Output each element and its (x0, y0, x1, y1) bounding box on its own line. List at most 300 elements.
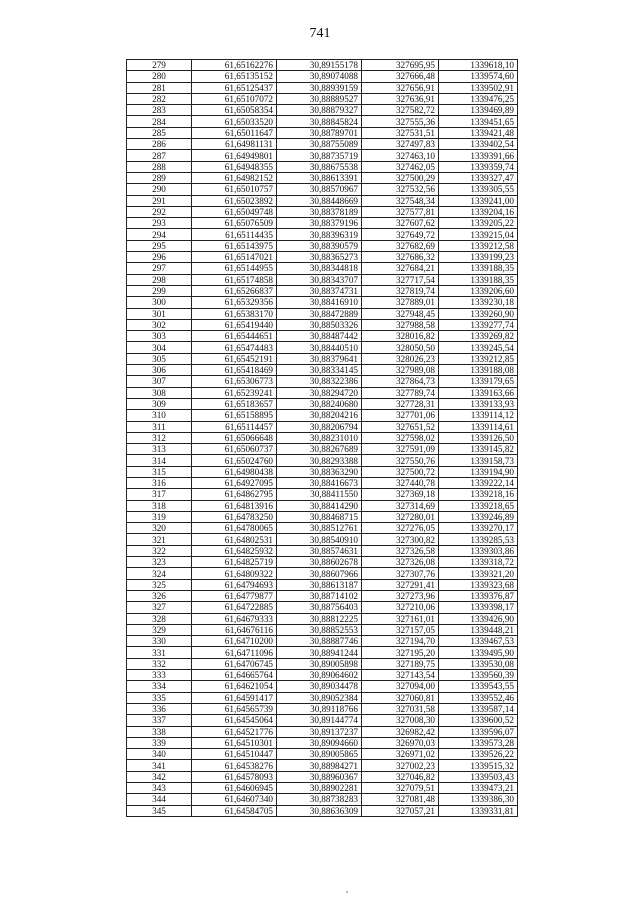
point-number-cell: 290 (127, 184, 192, 195)
longitude-cell: 30,88714102 (277, 590, 362, 601)
x-coordinate-cell: 327889,01 (362, 297, 439, 308)
table-row (127, 398, 518, 409)
point-number-cell: 302 (127, 319, 192, 330)
table-row (127, 715, 518, 726)
longitude-cell: 30,88206794 (277, 421, 362, 432)
x-coordinate-cell: 327291,41 (362, 579, 439, 590)
y-coordinate-cell: 1339206,60 (439, 285, 518, 296)
y-coordinate-cell: 1339448,21 (439, 624, 518, 635)
y-coordinate-cell: 1339285,53 (439, 534, 518, 545)
y-coordinate-cell: 1339212,58 (439, 240, 518, 251)
table-row (127, 387, 518, 398)
point-number-cell: 306 (127, 365, 192, 376)
table-row (127, 602, 518, 613)
x-coordinate-cell: 327717,54 (362, 274, 439, 285)
y-coordinate-cell: 1339212,85 (439, 353, 518, 364)
longitude-cell: 30,88941244 (277, 647, 362, 658)
table-row (127, 105, 518, 116)
y-coordinate-cell: 1339391,66 (439, 150, 518, 161)
latitude-cell: 61,64862795 (192, 489, 277, 500)
table-row (127, 410, 518, 421)
y-coordinate-cell: 1339218,65 (439, 500, 518, 511)
latitude-cell: 61,65023892 (192, 195, 277, 206)
longitude-cell: 30,89144774 (277, 715, 362, 726)
y-coordinate-cell: 1339158,73 (439, 455, 518, 466)
y-coordinate-cell: 1339469,89 (439, 105, 518, 116)
latitude-cell: 61,64794693 (192, 579, 277, 590)
x-coordinate-cell: 327598,02 (362, 432, 439, 443)
y-coordinate-cell: 1339451,65 (439, 116, 518, 127)
table-row (127, 579, 518, 590)
latitude-cell: 61,64948355 (192, 161, 277, 172)
y-coordinate-cell: 1339426,90 (439, 613, 518, 624)
latitude-cell: 61,64980438 (192, 466, 277, 477)
table-row (127, 760, 518, 771)
x-coordinate-cell: 326971,02 (362, 749, 439, 760)
y-coordinate-cell: 1339530,08 (439, 658, 518, 669)
y-coordinate-cell: 1339241,00 (439, 195, 518, 206)
table-row (127, 500, 518, 511)
longitude-cell: 30,88416673 (277, 477, 362, 488)
latitude-cell: 61,65266837 (192, 285, 277, 296)
y-coordinate-cell: 1339321,20 (439, 568, 518, 579)
latitude-cell: 61,64679333 (192, 613, 277, 624)
table-row (127, 331, 518, 342)
longitude-cell: 30,88756403 (277, 602, 362, 613)
longitude-cell: 30,89155178 (277, 60, 362, 71)
latitude-cell: 61,65066648 (192, 432, 277, 443)
x-coordinate-cell: 326982,42 (362, 726, 439, 737)
point-number-cell: 286 (127, 139, 192, 150)
x-coordinate-cell: 327280,01 (362, 511, 439, 522)
y-coordinate-cell: 1339230,18 (439, 297, 518, 308)
longitude-cell: 30,89052384 (277, 692, 362, 703)
latitude-cell: 61,65158895 (192, 410, 277, 421)
x-coordinate-cell: 327500,72 (362, 466, 439, 477)
longitude-cell: 30,88390579 (277, 240, 362, 251)
table-row (127, 568, 518, 579)
latitude-cell: 61,65174858 (192, 274, 277, 285)
table-row (127, 692, 518, 703)
longitude-cell: 30,88613391 (277, 172, 362, 183)
x-coordinate-cell: 327046,82 (362, 771, 439, 782)
table-row (127, 229, 518, 240)
latitude-cell: 61,64809322 (192, 568, 277, 579)
latitude-cell: 61,65329356 (192, 297, 277, 308)
point-number-cell: 326 (127, 590, 192, 601)
table-row (127, 624, 518, 635)
y-coordinate-cell: 1339318,72 (439, 557, 518, 568)
x-coordinate-cell: 327636,91 (362, 93, 439, 104)
longitude-cell: 30,88503326 (277, 319, 362, 330)
x-coordinate-cell: 327548,34 (362, 195, 439, 206)
latitude-cell: 61,65147021 (192, 252, 277, 263)
table-row (127, 805, 518, 816)
point-number-cell: 297 (127, 263, 192, 274)
y-coordinate-cell: 1339552,46 (439, 692, 518, 703)
longitude-cell: 30,88334145 (277, 365, 362, 376)
latitude-cell: 61,64510301 (192, 737, 277, 748)
point-number-cell: 341 (127, 760, 192, 771)
latitude-cell: 61,64783250 (192, 511, 277, 522)
x-coordinate-cell: 328026,23 (362, 353, 439, 364)
longitude-cell: 30,88472889 (277, 308, 362, 319)
longitude-cell: 30,88204216 (277, 410, 362, 421)
longitude-cell: 30,88852553 (277, 624, 362, 635)
y-coordinate-cell: 1339179,65 (439, 376, 518, 387)
table-row (127, 557, 518, 568)
longitude-cell: 30,88636309 (277, 805, 362, 816)
x-coordinate-cell: 327649,72 (362, 229, 439, 240)
table-row (127, 636, 518, 647)
table-row (127, 218, 518, 229)
latitude-cell: 61,65033520 (192, 116, 277, 127)
longitude-cell: 30,88512761 (277, 523, 362, 534)
y-coordinate-cell: 1339194,90 (439, 466, 518, 477)
longitude-cell: 30,88738283 (277, 794, 362, 805)
latitude-cell: 61,64665764 (192, 670, 277, 681)
y-coordinate-cell: 1339327,47 (439, 172, 518, 183)
point-number-cell: 339 (127, 737, 192, 748)
longitude-cell: 30,88416910 (277, 297, 362, 308)
latitude-cell: 61,64706745 (192, 658, 277, 669)
y-coordinate-cell: 1339587,14 (439, 703, 518, 714)
point-number-cell: 284 (127, 116, 192, 127)
x-coordinate-cell: 327789,74 (362, 387, 439, 398)
x-coordinate-cell: 327989,08 (362, 365, 439, 376)
longitude-cell: 30,88396319 (277, 229, 362, 240)
latitude-cell: 61,64710200 (192, 636, 277, 647)
y-coordinate-cell: 1339502,91 (439, 82, 518, 93)
table-row (127, 670, 518, 681)
x-coordinate-cell: 327060,81 (362, 692, 439, 703)
point-number-cell: 300 (127, 297, 192, 308)
x-coordinate-cell: 327094,00 (362, 681, 439, 692)
y-coordinate-cell: 1339574,60 (439, 71, 518, 82)
longitude-cell: 30,88735719 (277, 150, 362, 161)
longitude-cell: 30,88378189 (277, 206, 362, 217)
point-number-cell: 332 (127, 658, 192, 669)
latitude-cell: 61,65058354 (192, 105, 277, 116)
longitude-cell: 30,88365273 (277, 252, 362, 263)
table-row (127, 749, 518, 760)
x-coordinate-cell: 327555,36 (362, 116, 439, 127)
x-coordinate-cell: 327326,58 (362, 545, 439, 556)
point-number-cell: 343 (127, 783, 192, 794)
y-coordinate-cell: 1339145,82 (439, 444, 518, 455)
table-row (127, 523, 518, 534)
longitude-cell: 30,89034478 (277, 681, 362, 692)
longitude-cell: 30,88755089 (277, 139, 362, 150)
table-row (127, 703, 518, 714)
x-coordinate-cell: 327682,69 (362, 240, 439, 251)
longitude-cell: 30,88574631 (277, 545, 362, 556)
point-number-cell: 327 (127, 602, 192, 613)
table-row (127, 60, 518, 71)
table-row (127, 308, 518, 319)
latitude-cell: 61,65162276 (192, 60, 277, 71)
point-number-cell: 323 (127, 557, 192, 568)
x-coordinate-cell: 327463,10 (362, 150, 439, 161)
x-coordinate-cell: 327079,51 (362, 783, 439, 794)
longitude-cell: 30,88267689 (277, 444, 362, 455)
x-coordinate-cell: 326970,03 (362, 737, 439, 748)
longitude-cell: 30,88675538 (277, 161, 362, 172)
latitude-cell: 61,64722885 (192, 602, 277, 613)
table-row (127, 455, 518, 466)
longitude-cell: 30,88363290 (277, 466, 362, 477)
table-row (127, 93, 518, 104)
longitude-cell: 30,88879327 (277, 105, 362, 116)
x-coordinate-cell: 327531,51 (362, 127, 439, 138)
x-coordinate-cell: 328050,50 (362, 342, 439, 353)
latitude-cell: 61,65239241 (192, 387, 277, 398)
y-coordinate-cell: 1339269,82 (439, 331, 518, 342)
y-coordinate-cell: 1339188,08 (439, 365, 518, 376)
x-coordinate-cell: 327666,48 (362, 71, 439, 82)
latitude-cell: 61,64825932 (192, 545, 277, 556)
y-coordinate-cell: 1339245,54 (439, 342, 518, 353)
scan-speck (346, 891, 348, 893)
page-number: 741 (309, 26, 331, 41)
y-coordinate-cell: 1339618,10 (439, 60, 518, 71)
point-number-cell: 335 (127, 692, 192, 703)
x-coordinate-cell: 327273,96 (362, 590, 439, 601)
table-row (127, 466, 518, 477)
longitude-cell: 30,88344818 (277, 263, 362, 274)
longitude-cell: 30,88440510 (277, 342, 362, 353)
longitude-cell: 30,88293388 (277, 455, 362, 466)
point-number-cell: 325 (127, 579, 192, 590)
y-coordinate-cell: 1339270,17 (439, 523, 518, 534)
point-number-cell: 324 (127, 568, 192, 579)
y-coordinate-cell: 1339526,22 (439, 749, 518, 760)
point-number-cell: 308 (127, 387, 192, 398)
point-number-cell: 280 (127, 71, 192, 82)
latitude-cell: 61,64584705 (192, 805, 277, 816)
y-coordinate-cell: 1339246,89 (439, 511, 518, 522)
point-number-cell: 340 (127, 749, 192, 760)
y-coordinate-cell: 1339386,30 (439, 794, 518, 805)
point-number-cell: 320 (127, 523, 192, 534)
longitude-cell: 30,88845824 (277, 116, 362, 127)
point-number-cell: 281 (127, 82, 192, 93)
y-coordinate-cell: 1339204,16 (439, 206, 518, 217)
y-coordinate-cell: 1339163,66 (439, 387, 518, 398)
table-row (127, 161, 518, 172)
longitude-cell: 30,88602678 (277, 557, 362, 568)
latitude-cell: 61,64676116 (192, 624, 277, 635)
latitude-cell: 61,65144955 (192, 263, 277, 274)
table-row (127, 444, 518, 455)
latitude-cell: 61,64981131 (192, 139, 277, 150)
latitude-cell: 61,64510447 (192, 749, 277, 760)
x-coordinate-cell: 327497,83 (362, 139, 439, 150)
x-coordinate-cell: 327157,05 (362, 624, 439, 635)
longitude-cell: 30,89074088 (277, 71, 362, 82)
table-row (127, 342, 518, 353)
latitude-cell: 61,64780065 (192, 523, 277, 534)
point-number-cell: 285 (127, 127, 192, 138)
latitude-cell: 61,64521776 (192, 726, 277, 737)
point-number-cell: 345 (127, 805, 192, 816)
y-coordinate-cell: 1339260,90 (439, 308, 518, 319)
x-coordinate-cell: 327307,76 (362, 568, 439, 579)
longitude-cell: 30,88294720 (277, 387, 362, 398)
y-coordinate-cell: 1339359,74 (439, 161, 518, 172)
y-coordinate-cell: 1339476,25 (439, 93, 518, 104)
x-coordinate-cell: 327081,48 (362, 794, 439, 805)
point-number-cell: 314 (127, 455, 192, 466)
latitude-cell: 61,65011647 (192, 127, 277, 138)
x-coordinate-cell: 327143,54 (362, 670, 439, 681)
longitude-cell: 30,88887746 (277, 636, 362, 647)
x-coordinate-cell: 327500,29 (362, 172, 439, 183)
table-row (127, 783, 518, 794)
y-coordinate-cell: 1339515,32 (439, 760, 518, 771)
latitude-cell: 61,65183657 (192, 398, 277, 409)
point-number-cell: 293 (127, 218, 192, 229)
y-coordinate-cell: 1339402,54 (439, 139, 518, 150)
point-number-cell: 305 (127, 353, 192, 364)
x-coordinate-cell: 327695,95 (362, 60, 439, 71)
latitude-cell: 61,65125437 (192, 82, 277, 93)
x-coordinate-cell: 327031,58 (362, 703, 439, 714)
latitude-cell: 61,64949801 (192, 150, 277, 161)
y-coordinate-cell: 1339114,61 (439, 421, 518, 432)
x-coordinate-cell: 327864,73 (362, 376, 439, 387)
longitude-cell: 30,88812225 (277, 613, 362, 624)
longitude-cell: 30,88540910 (277, 534, 362, 545)
y-coordinate-cell: 1339126,50 (439, 432, 518, 443)
table-row (127, 647, 518, 658)
table-row (127, 150, 518, 161)
x-coordinate-cell: 327326,08 (362, 557, 439, 568)
longitude-cell: 30,88960367 (277, 771, 362, 782)
table-row (127, 489, 518, 500)
table-row (127, 432, 518, 443)
latitude-cell: 61,64825719 (192, 557, 277, 568)
y-coordinate-cell: 1339495,90 (439, 647, 518, 658)
x-coordinate-cell: 327210,06 (362, 602, 439, 613)
latitude-cell: 61,64578093 (192, 771, 277, 782)
longitude-cell: 30,88902281 (277, 783, 362, 794)
table-row (127, 771, 518, 782)
point-number-cell: 292 (127, 206, 192, 217)
table-row (127, 252, 518, 263)
table-row (127, 240, 518, 251)
x-coordinate-cell: 327462,05 (362, 161, 439, 172)
x-coordinate-cell: 327002,23 (362, 760, 439, 771)
longitude-cell: 30,88231010 (277, 432, 362, 443)
x-coordinate-cell: 327008,30 (362, 715, 439, 726)
longitude-cell: 30,89064602 (277, 670, 362, 681)
point-number-cell: 283 (127, 105, 192, 116)
table-row (127, 82, 518, 93)
point-number-cell: 315 (127, 466, 192, 477)
table-row (127, 285, 518, 296)
y-coordinate-cell: 1339277,74 (439, 319, 518, 330)
point-number-cell: 317 (127, 489, 192, 500)
point-number-cell: 282 (127, 93, 192, 104)
point-number-cell: 301 (127, 308, 192, 319)
longitude-cell: 30,88984271 (277, 760, 362, 771)
latitude-cell: 61,65114435 (192, 229, 277, 240)
y-coordinate-cell: 1339398,17 (439, 602, 518, 613)
longitude-cell: 30,88468715 (277, 511, 362, 522)
point-number-cell: 299 (127, 285, 192, 296)
x-coordinate-cell: 327819,74 (362, 285, 439, 296)
longitude-cell: 30,88374731 (277, 285, 362, 296)
table-row (127, 658, 518, 669)
point-number-cell: 303 (127, 331, 192, 342)
point-number-cell: 291 (127, 195, 192, 206)
table-row (127, 353, 518, 364)
y-coordinate-cell: 1339467,53 (439, 636, 518, 647)
latitude-cell: 61,65107072 (192, 93, 277, 104)
latitude-cell: 61,64607340 (192, 794, 277, 805)
table-row (127, 319, 518, 330)
latitude-cell: 61,64711096 (192, 647, 277, 658)
table-row (127, 184, 518, 195)
longitude-cell: 30,88343707 (277, 274, 362, 285)
latitude-cell: 61,65306773 (192, 376, 277, 387)
table-row (127, 794, 518, 805)
table-row (127, 127, 518, 138)
y-coordinate-cell: 1339323,68 (439, 579, 518, 590)
x-coordinate-cell: 327440,78 (362, 477, 439, 488)
latitude-cell: 61,65060737 (192, 444, 277, 455)
longitude-cell: 30,89118766 (277, 703, 362, 714)
x-coordinate-cell: 327550,76 (362, 455, 439, 466)
x-coordinate-cell: 327314,69 (362, 500, 439, 511)
longitude-cell: 30,88322386 (277, 376, 362, 387)
x-coordinate-cell: 327948,45 (362, 308, 439, 319)
x-coordinate-cell: 327988,58 (362, 319, 439, 330)
longitude-cell: 30,88379196 (277, 218, 362, 229)
table-row (127, 206, 518, 217)
table-row (127, 116, 518, 127)
y-coordinate-cell: 1339376,87 (439, 590, 518, 601)
point-number-cell: 304 (127, 342, 192, 353)
x-coordinate-cell: 327591,09 (362, 444, 439, 455)
y-coordinate-cell: 1339421,48 (439, 127, 518, 138)
table-row (127, 545, 518, 556)
latitude-cell: 61,64538276 (192, 760, 277, 771)
x-coordinate-cell: 327656,91 (362, 82, 439, 93)
point-number-cell: 336 (127, 703, 192, 714)
y-coordinate-cell: 1339560,39 (439, 670, 518, 681)
x-coordinate-cell: 327195,20 (362, 647, 439, 658)
x-coordinate-cell: 327369,18 (362, 489, 439, 500)
latitude-cell: 61,65024760 (192, 455, 277, 466)
latitude-cell: 61,64591417 (192, 692, 277, 703)
longitude-cell: 30,88448669 (277, 195, 362, 206)
point-number-cell: 316 (127, 477, 192, 488)
longitude-cell: 30,88613187 (277, 579, 362, 590)
longitude-cell: 30,88939159 (277, 82, 362, 93)
y-coordinate-cell: 1339473,21 (439, 783, 518, 794)
table-row (127, 681, 518, 692)
y-coordinate-cell: 1339133,93 (439, 398, 518, 409)
longitude-cell: 30,89005898 (277, 658, 362, 669)
x-coordinate-cell: 327577,81 (362, 206, 439, 217)
point-number-cell: 298 (127, 274, 192, 285)
longitude-cell: 30,88570967 (277, 184, 362, 195)
table-row (127, 534, 518, 545)
point-number-cell: 329 (127, 624, 192, 635)
longitude-cell: 30,88240680 (277, 398, 362, 409)
